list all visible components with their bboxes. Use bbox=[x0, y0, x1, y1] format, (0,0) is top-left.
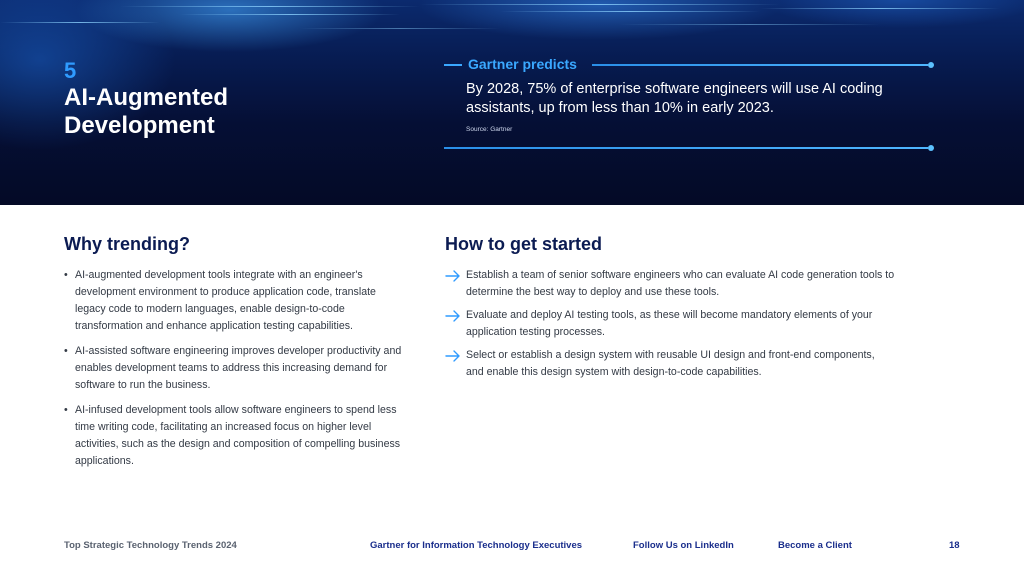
list-item bbox=[445, 307, 895, 341]
page-number: 18 bbox=[949, 540, 960, 551]
list-item bbox=[64, 343, 404, 394]
hero-banner bbox=[0, 0, 1024, 205]
prediction-box bbox=[444, 56, 934, 156]
trend-number: 5 bbox=[64, 58, 77, 83]
arrow-right-icon bbox=[445, 270, 461, 282]
how-to-get-started-heading: How to get started bbox=[445, 234, 603, 254]
list-item-text: AI-infused development tools allow software engineers to spend less time writing code, facilitating an increased focus on higher level activities, such as the design and composition of compelling business applications. bbox=[75, 404, 401, 467]
bullet-icon: • bbox=[64, 404, 68, 416]
trend-title: AI-Augmented Development bbox=[64, 84, 228, 139]
list-item bbox=[445, 347, 895, 381]
how-to-get-started-list bbox=[445, 267, 895, 381]
prediction-text: By 2028, 75% of enterprise software engineers will use AI coding assistants, up from less than 10% in early 2023. bbox=[466, 81, 883, 116]
prediction-label: Gartner predicts bbox=[468, 56, 577, 72]
prediction-bottom-rule bbox=[444, 147, 934, 149]
why-trending-heading: Why trending? bbox=[64, 234, 190, 254]
list-item bbox=[64, 267, 404, 335]
list-item bbox=[64, 402, 404, 470]
bullet-icon: • bbox=[64, 345, 68, 357]
page-footer bbox=[0, 540, 1024, 556]
list-item-text: Evaluate and deploy AI testing tools, as these will become mandatory elements of your application testing processes. bbox=[466, 309, 873, 338]
bullet-icon: • bbox=[64, 269, 68, 281]
list-item-text: AI-assisted software engineering improves developer productivity and enables development teams to address this increasing demand for software to run the business. bbox=[75, 345, 402, 391]
why-trending-list bbox=[64, 267, 404, 470]
list-item-text: AI-augmented development tools integrate with an engineer's development environment to produce application code, translate legacy code to modern languages, enable design-to-code transformation and enhance application testing capabilities. bbox=[75, 269, 376, 332]
footer-link-become-client[interactable]: Become a Client bbox=[778, 540, 852, 551]
footer-link-gartner-it-executives[interactable]: Gartner for Information Technology Executives bbox=[370, 540, 583, 551]
list-item bbox=[445, 267, 895, 301]
how-to-get-started-section bbox=[445, 234, 895, 387]
why-trending-section bbox=[64, 234, 404, 478]
list-item-text: Select or establish a design system with reusable UI design and front-end components, and enable this design system with design-to-code capabilities. bbox=[466, 349, 875, 378]
arrow-right-icon bbox=[445, 350, 461, 362]
arrow-right-icon bbox=[445, 310, 461, 322]
prediction-source: Source: Gartner bbox=[466, 126, 513, 133]
footer-title: Top Strategic Technology Trends 2024 bbox=[64, 540, 237, 551]
list-item-text: Establish a team of senior software engineers who can evaluate AI code generation tools to determine the best way to deploy and use these tools. bbox=[466, 269, 895, 298]
footer-link-linkedin[interactable]: Follow Us on LinkedIn bbox=[633, 540, 734, 551]
